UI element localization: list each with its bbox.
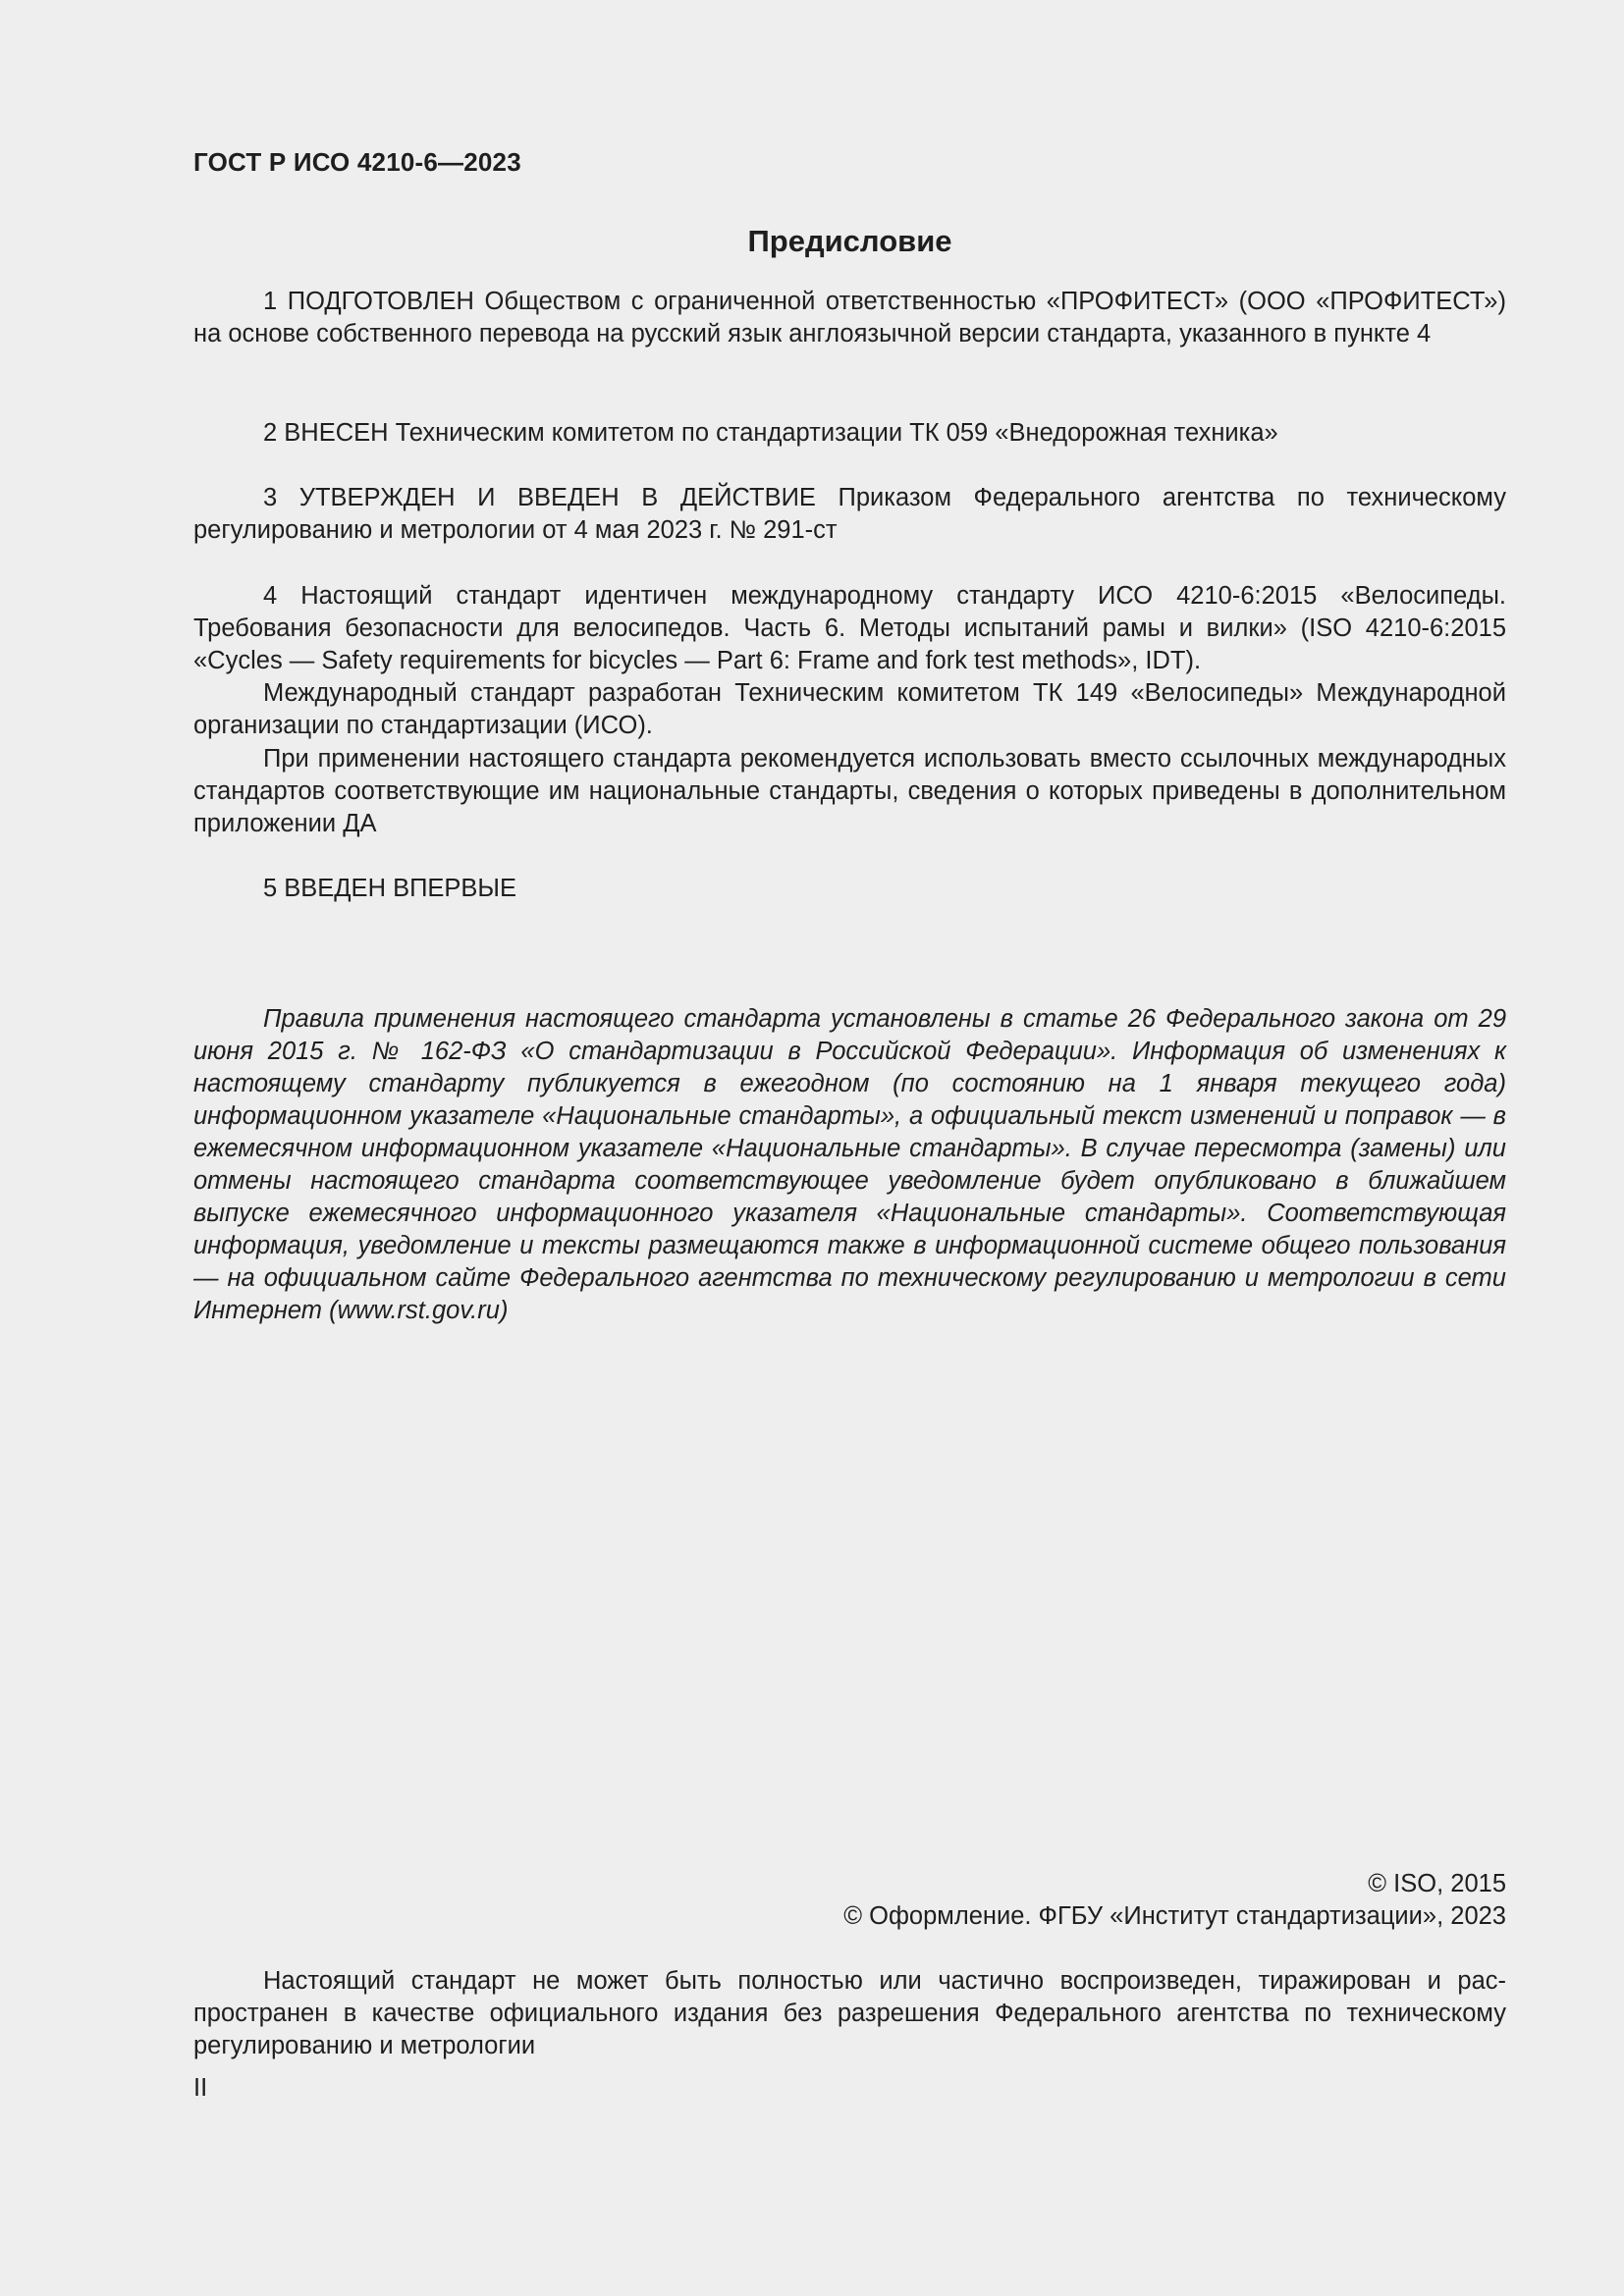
foreword-item-2: 2 ВНЕСЕН Техническим комитетом по стандартизации ТК 059 «Внедорожная техника» (263, 419, 1278, 447)
rules-notice: Правила применения настоящего стандарта установлены в статье 26 Федерального закона от 29 июня 2015 г. № 162-ФЗ «О стандартизации в Российской Федерации». Информация об изменениях к настоящему стандарту публикуется в ежегодном (по состоянию на 1 января текущего года) информационном указателе «Национальные стандарты», а официальный текст изменений и поправок — в ежемесячном информационном указателе «Национальные стандарты». В случае пересмотра (замены) или отмены настоящего стандарта соответствующее уведомление будет опубликовано в ближайшем выпуске ежемесячного информационного указателя «Национальные стандарты». Соответствующая информация, уведомление и тексты размещаются также в информационной системе общего пользования — на официальном сайте Федерального агентства по техническому регулированию и метрологии в сети Интернет (www.rst.gov.ru) (193, 1005, 1506, 1324)
foreword-item-1: 1 ПОДГОТОВЛЕН Обществом с ограниченной ответственностью «ПРОФИТЕСТ» (ООО «ПРОФИТЕСТ») на основе собственного перевода на русский язык англоязычной версии стандарта, указанного в пункте 4 (193, 288, 1506, 347)
reproduction-notice: Настоящий стандарт не может быть полностью или частично воспроизведен, тиражирован и распространен в качестве официального издания без разрешения Федерального агентства по техническому регулированию и метрологии (193, 1967, 1506, 2059)
foreword-item-4-references: При применении настоящего стандарта рекомендуется использовать вместо ссылочных международных стандартов соответствующие им национальные стандарты, сведения о которых приведены в дополнительном приложении ДА (193, 745, 1506, 837)
foreword-title: Предисловие (747, 224, 952, 258)
foreword-item-4: 4 Настоящий стандарт идентичен международному стандарту ИСО 4210-6:2015 «Велосипеды. Требования безопасности для велосипедов. Часть 6. Методы испытаний рамы и вилки» (ISO 4210-6:2015 «Cycles — Safety requirements for bicycles — Part 6: Frame and fork test methods», IDT). (193, 582, 1506, 674)
foreword-item-3: 3 УТВЕРЖДЕН И ВВЕДЕН В ДЕЙСТВИЕ Приказом Федерального агентства по техническому регулированию и метрологии от 4 мая 2023 г. № 291-ст (193, 484, 1506, 544)
foreword-item-4-developer: Международный стандарт разработан Техническим комитетом ТК 149 «Велосипеды» Международной организации по стандартизации (ИСО). (193, 679, 1506, 739)
copyright-design: © Оформление. ФГБУ «Институт стандартизации», 2023 (843, 1902, 1506, 1930)
foreword-item-5: 5 ВВЕДЕН ВПЕРВЫЕ (263, 875, 517, 902)
document-code-header: ГОСТ Р ИСО 4210-6—2023 (193, 147, 521, 177)
page-number: II (193, 2074, 208, 2102)
copyright-iso: © ISO, 2015 (1368, 1870, 1506, 1897)
